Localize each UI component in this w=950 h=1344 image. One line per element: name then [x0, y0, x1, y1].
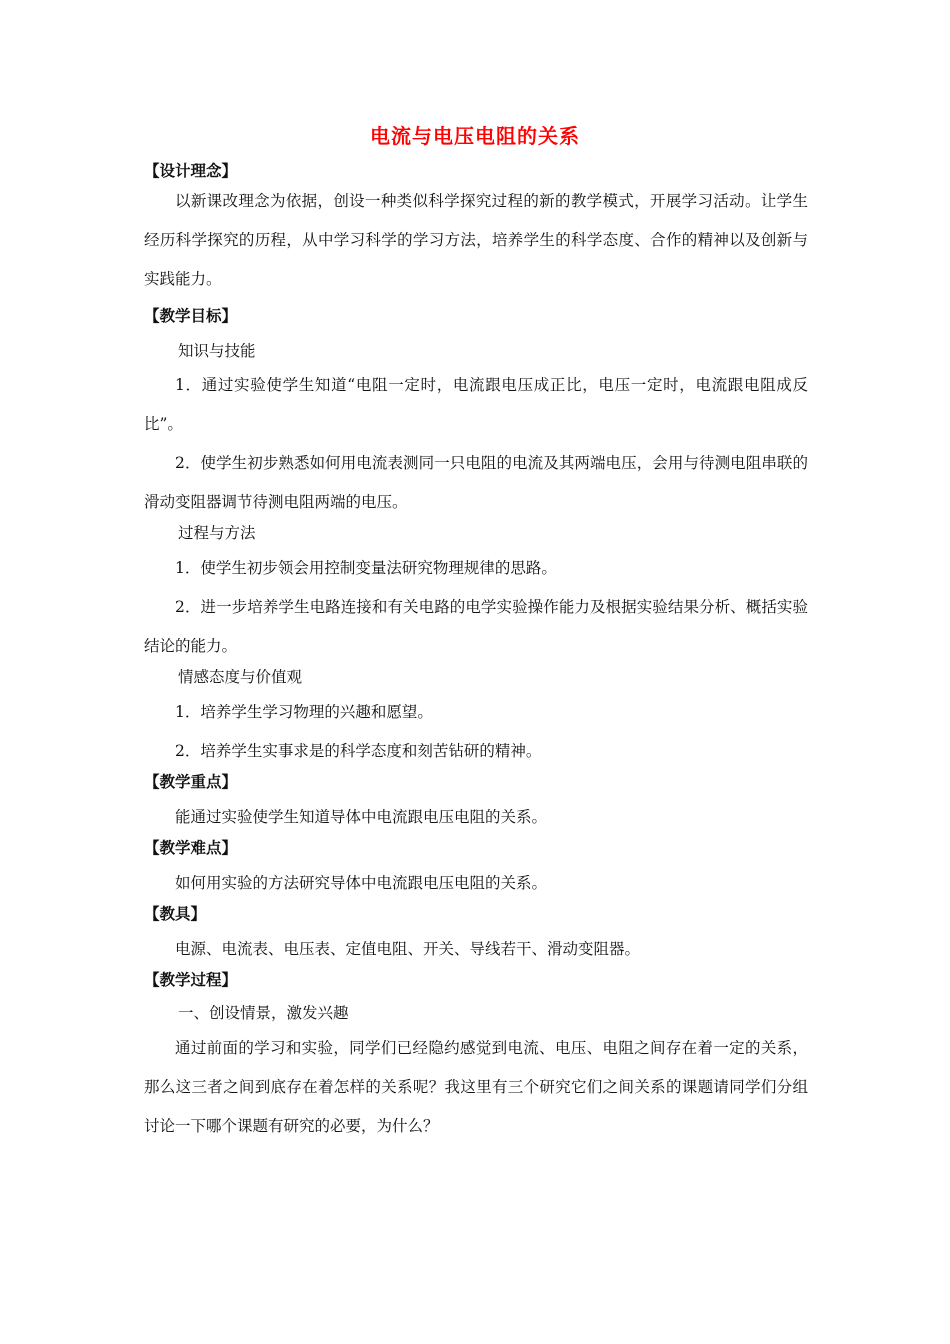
paragraph-step-1: 通过前面的学习和实验，同学们已经隐约感觉到电流、电压、电阻之间存在着一定的关系，那么这三者之间到底存在着怎样的关系呢？我这里有三个研究它们之间关系的课题请同学们分组讨论一下哪个课题有研究的必要，为什么？ — [144, 1039, 808, 1135]
heading-difficulty: 【教学难点】 — [144, 838, 238, 857]
paragraph-process-2: 2．进一步培养学生电路连接和有关电路的电学实验操作能力及根据实验结果分析、概括实验结论的能力。 — [144, 598, 808, 655]
paragraph-emotion-1: 1．培养学生学习物理的兴趣和愿望。 — [175, 703, 433, 721]
paragraph-knowledge-2: 2．使学生初步熟悉如何用电流表测同一只电阻的电流及其两端电压，会用与待测电阻串联的滑动变阻器调节待测电阻两端的电压。 — [144, 454, 808, 511]
document-body — [144, 160, 808, 1146]
subheading-step-1: 一、创设情景，激发兴趣 — [178, 1004, 349, 1022]
heading-tools: 【教具】 — [144, 904, 207, 923]
paragraph-process-1: 1．使学生初步领会用控制变量法研究物理规律的思路。 — [175, 559, 557, 577]
heading-key-point: 【教学重点】 — [144, 772, 238, 791]
heading-design: 【设计理念】 — [144, 161, 238, 180]
paragraph-key-point: 能通过实验使学生知道导体中电流跟电压电阻的关系。 — [175, 808, 548, 826]
paragraph-tools: 电源、电流表、电压表、定值电阻、开关、导线若干、滑动变阻器。 — [175, 940, 641, 958]
subheading-process: 过程与方法 — [178, 524, 256, 542]
paragraph-design: 以新课改理念为依据，创设一种类似科学探究过程的新的教学模式，开展学习活动。让学生经历科学探究的历程，从中学习科学的学习方法，培养学生的科学态度、合作的精神以及创新与实践能力。 — [144, 192, 808, 288]
subheading-knowledge: 知识与技能 — [178, 342, 256, 360]
paragraph-difficulty: 如何用实验的方法研究导体中电流跟电压电阻的关系。 — [175, 874, 548, 892]
heading-process: 【教学过程】 — [144, 970, 238, 989]
paragraph-emotion-2: 2．培养学生实事求是的科学态度和刻苦钻研的精神。 — [175, 742, 542, 760]
subheading-emotion: 情感态度与价值观 — [178, 668, 303, 686]
document-title: 电流与电压电阻的关系 — [370, 124, 580, 148]
heading-goals: 【教学目标】 — [144, 306, 238, 325]
paragraph-knowledge-1: 1．通过实验使学生知道“电阻一定时，电流跟电压成正比，电压一定时，电流跟电阻成反比”。 — [144, 376, 808, 433]
